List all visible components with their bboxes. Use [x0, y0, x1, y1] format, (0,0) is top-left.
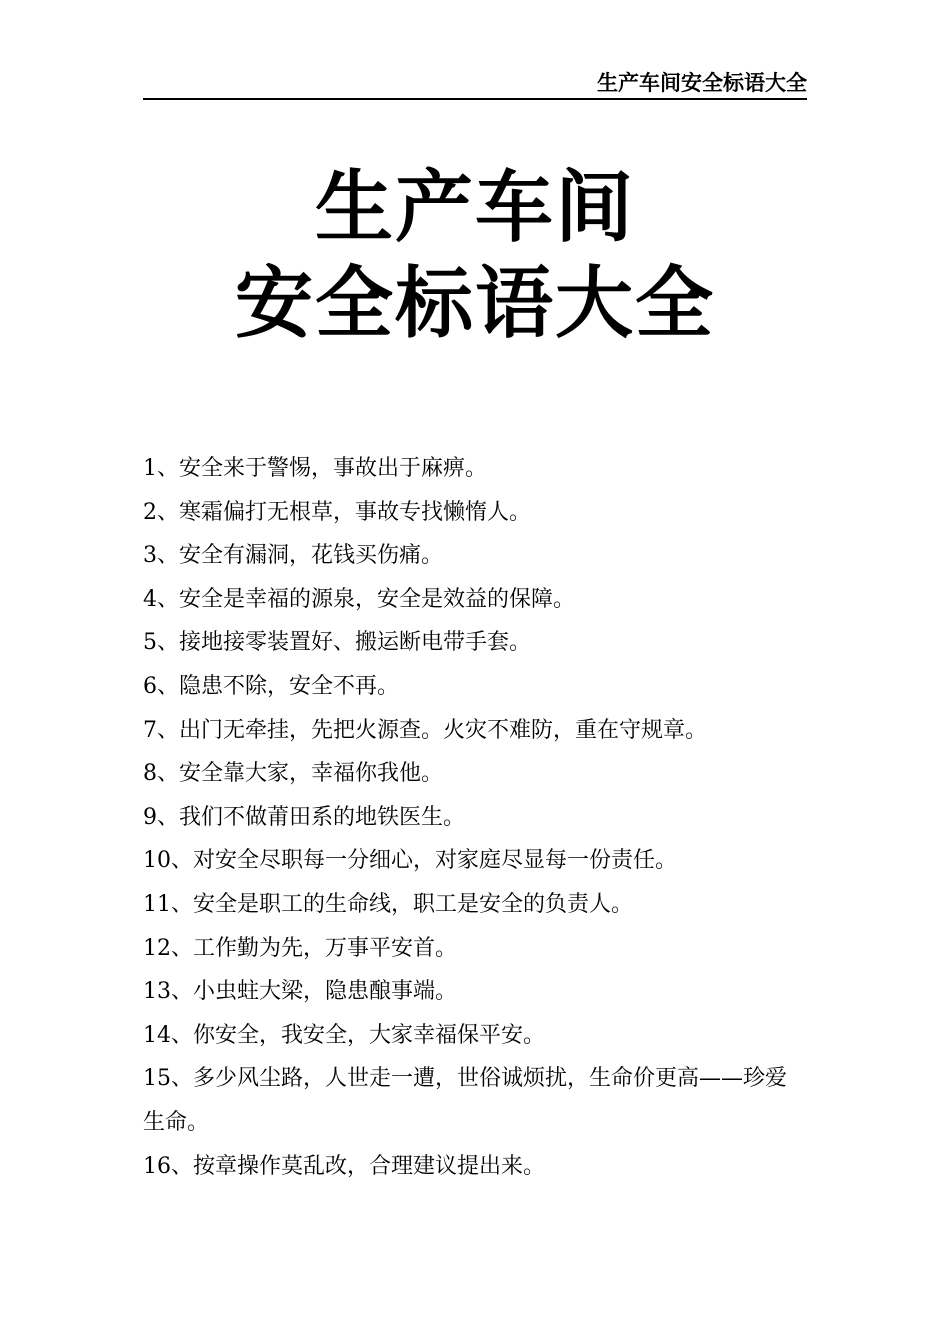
- slogan-item-7: 7、出门无牵挂，先把火源查。火灾不难防，重在守规章。: [143, 717, 707, 743]
- slogan-item-13: 13、小虫蛀大梁，隐患酿事端。: [143, 979, 457, 1005]
- slogan-item-1: 1、安全来于警惕，事故出于麻痹。: [143, 456, 487, 481]
- slogan-item-9: 9、我们不做莆田系的地铁医生。: [143, 804, 465, 830]
- slogan-item-8: 8、安全靠大家，幸福你我他。: [143, 761, 443, 787]
- slogan-item-10: 10、对安全尽职每一分细心，对家庭尽显每一份责任。: [143, 848, 677, 874]
- slogan-item-6: 6、隐患不除，安全不再。: [143, 673, 399, 699]
- slogan-item-5: 5、接地接零装置好、搬运断电带手套。: [143, 630, 531, 656]
- slogan-item-12: 12、工作勤为先，万事平安首。: [143, 935, 457, 961]
- document-title-line-2: 安全标语大全: [234, 259, 715, 349]
- slogan-item-15: 15、多少风尘路，人世走一遭，世俗诚烦扰，生命价更高——珍爱生命。: [143, 1066, 787, 1135]
- slogan-item-11: 11、安全是职工的生命线，职工是安全的负责人。: [143, 891, 633, 917]
- slogan-list: [143, 447, 807, 1188]
- slogan-item-4: 4、安全是幸福的源泉，安全是效益的保障。: [143, 586, 575, 612]
- slogan-item-14: 14、你安全，我安全，大家幸福保平安。: [143, 1022, 545, 1048]
- slogan-item-16: 16、按章操作莫乱改，合理建议提出来。: [143, 1153, 545, 1179]
- running-header-title: 生产车间安全标语大全: [597, 71, 807, 95]
- document-title-line-1: 生产车间: [314, 163, 635, 253]
- slogan-item-3: 3、安全有漏洞，花钱买伤痛。: [143, 543, 443, 569]
- running-header: [143, 68, 807, 100]
- slogan-item-2: 2、寒霜偏打无根草，事故专找懒惰人。: [143, 499, 531, 525]
- document-title: [0, 160, 950, 352]
